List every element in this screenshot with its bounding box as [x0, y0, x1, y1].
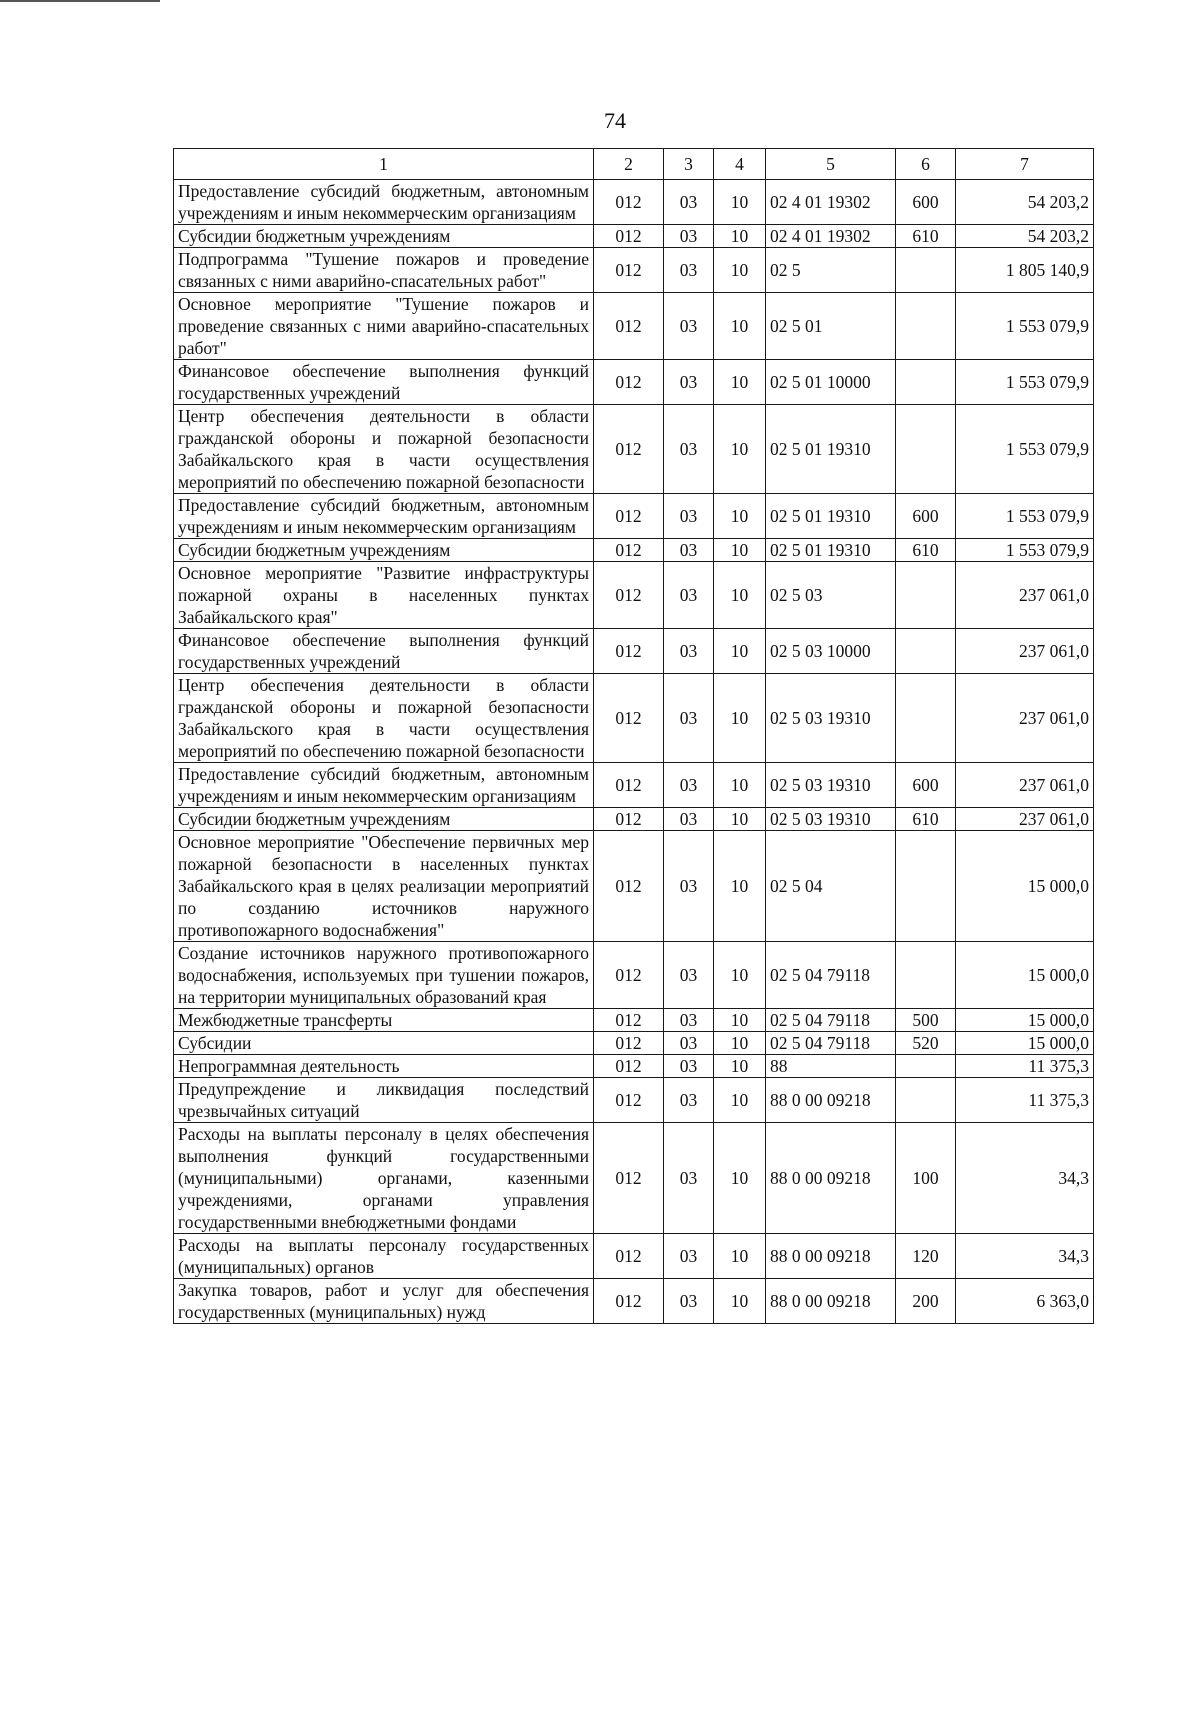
- row-target-article: 02 5 01 10000: [766, 360, 896, 405]
- row-grbs-code: 012: [594, 831, 664, 942]
- row-grbs-code: 012: [594, 1055, 664, 1078]
- row-grbs-code: 012: [594, 1032, 664, 1055]
- row-amount: 237 061,0: [956, 808, 1094, 831]
- header-col-3: 3: [664, 149, 714, 180]
- row-expense-type: [896, 1055, 956, 1078]
- row-section-code: 03: [664, 248, 714, 293]
- row-subsection-code: 10: [714, 405, 766, 494]
- row-section-code: 03: [664, 539, 714, 562]
- row-amount: 237 061,0: [956, 562, 1094, 629]
- row-grbs-code: 012: [594, 1234, 664, 1279]
- row-target-article: 02 5 01 19310: [766, 494, 896, 539]
- row-subsection-code: 10: [714, 225, 766, 248]
- row-expense-type: [896, 562, 956, 629]
- row-section-code: 03: [664, 1032, 714, 1055]
- table-row: [174, 248, 1094, 293]
- row-amount: 1 805 140,9: [956, 248, 1094, 293]
- row-expense-type: [896, 942, 956, 1009]
- row-expense-type: [896, 248, 956, 293]
- row-name: Центр обеспечения деятельности в области гражданской обороны и пожарной безопасности Забайкальского края в части осуществления мероприятий по обеспечению пожарной безопасности: [174, 405, 594, 494]
- row-subsection-code: 10: [714, 1078, 766, 1123]
- row-expense-type: [896, 293, 956, 360]
- table-row: [174, 1234, 1094, 1279]
- row-expense-type: 600: [896, 494, 956, 539]
- row-grbs-code: 012: [594, 674, 664, 763]
- row-target-article: 02 5: [766, 248, 896, 293]
- row-target-article: 02 5 03 19310: [766, 763, 896, 808]
- row-subsection-code: 10: [714, 248, 766, 293]
- row-subsection-code: 10: [714, 831, 766, 942]
- row-expense-type: 610: [896, 539, 956, 562]
- row-subsection-code: 10: [714, 293, 766, 360]
- header-col-7: 7: [956, 149, 1094, 180]
- row-target-article: 02 4 01 19302: [766, 180, 896, 225]
- row-target-article: 88 0 00 09218: [766, 1279, 896, 1324]
- row-target-article: 88 0 00 09218: [766, 1078, 896, 1123]
- row-subsection-code: 10: [714, 1123, 766, 1234]
- row-target-article: 02 4 01 19302: [766, 225, 896, 248]
- row-expense-type: 600: [896, 180, 956, 225]
- row-name: Предупреждение и ликвидация последствий чрезвычайных ситуаций: [174, 1078, 594, 1123]
- row-section-code: 03: [664, 1078, 714, 1123]
- table-row: [174, 831, 1094, 942]
- budget-table: [173, 148, 1094, 1324]
- row-amount: 237 061,0: [956, 674, 1094, 763]
- row-expense-type: 600: [896, 763, 956, 808]
- row-expense-type: [896, 629, 956, 674]
- header-col-6: 6: [896, 149, 956, 180]
- row-target-article: 02 5 04 79118: [766, 942, 896, 1009]
- row-grbs-code: 012: [594, 629, 664, 674]
- row-name: Создание источников наружного противопожарного водоснабжения, используемых при тушении пожаров, на территории муниципальных образований края: [174, 942, 594, 1009]
- row-target-article: 02 5 01 19310: [766, 539, 896, 562]
- row-section-code: 03: [664, 180, 714, 225]
- table-row: [174, 360, 1094, 405]
- row-expense-type: 500: [896, 1009, 956, 1032]
- row-target-article: 02 5 01: [766, 293, 896, 360]
- table-row: [174, 763, 1094, 808]
- row-amount: 15 000,0: [956, 1032, 1094, 1055]
- row-expense-type: 120: [896, 1234, 956, 1279]
- row-amount: 1 553 079,9: [956, 494, 1094, 539]
- table-row: [174, 808, 1094, 831]
- row-name: Основное мероприятие "Развитие инфраструктуры пожарной охраны в населенных пунктах Забайкальского края": [174, 562, 594, 629]
- row-section-code: 03: [664, 674, 714, 763]
- table-row: [174, 942, 1094, 1009]
- row-name: Субсидии бюджетным учреждениям: [174, 539, 594, 562]
- row-section-code: 03: [664, 494, 714, 539]
- row-subsection-code: 10: [714, 763, 766, 808]
- row-grbs-code: 012: [594, 763, 664, 808]
- row-section-code: 03: [664, 562, 714, 629]
- row-section-code: 03: [664, 1279, 714, 1324]
- table-row: [174, 1032, 1094, 1055]
- table-row: [174, 1009, 1094, 1032]
- row-expense-type: 200: [896, 1279, 956, 1324]
- row-section-code: 03: [664, 1123, 714, 1234]
- row-name: Непрограммная деятельность: [174, 1055, 594, 1078]
- table-row: [174, 1078, 1094, 1123]
- row-section-code: 03: [664, 360, 714, 405]
- header-col-4: 4: [714, 149, 766, 180]
- table-row: [174, 405, 1094, 494]
- row-amount: 1 553 079,9: [956, 293, 1094, 360]
- row-grbs-code: 012: [594, 562, 664, 629]
- row-section-code: 03: [664, 808, 714, 831]
- row-expense-type: [896, 360, 956, 405]
- row-section-code: 03: [664, 763, 714, 808]
- row-subsection-code: 10: [714, 1009, 766, 1032]
- row-target-article: 02 5 03: [766, 562, 896, 629]
- row-section-code: 03: [664, 1055, 714, 1078]
- row-target-article: 02 5 01 19310: [766, 405, 896, 494]
- row-subsection-code: 10: [714, 674, 766, 763]
- row-grbs-code: 012: [594, 180, 664, 225]
- row-amount: 1 553 079,9: [956, 405, 1094, 494]
- row-grbs-code: 012: [594, 360, 664, 405]
- row-grbs-code: 012: [594, 1123, 664, 1234]
- row-amount: 6 363,0: [956, 1279, 1094, 1324]
- table-row: [174, 1279, 1094, 1324]
- row-section-code: 03: [664, 1234, 714, 1279]
- row-amount: 237 061,0: [956, 629, 1094, 674]
- row-target-article: 88 0 00 09218: [766, 1234, 896, 1279]
- row-name: Основное мероприятие "Обеспечение первичных мер пожарной безопасности в населенных пунктах Забайкальского края в целях реализации мероприятий по созданию источников наружного противопожарного водоснабжения": [174, 831, 594, 942]
- row-grbs-code: 012: [594, 494, 664, 539]
- row-expense-type: 100: [896, 1123, 956, 1234]
- row-section-code: 03: [664, 831, 714, 942]
- row-section-code: 03: [664, 629, 714, 674]
- row-name: Расходы на выплаты персоналу государственных (муниципальных) органов: [174, 1234, 594, 1279]
- row-grbs-code: 012: [594, 808, 664, 831]
- row-amount: 237 061,0: [956, 763, 1094, 808]
- row-subsection-code: 10: [714, 180, 766, 225]
- header-col-5: 5: [766, 149, 896, 180]
- row-name: Расходы на выплаты персоналу в целях обеспечения выполнения функций государственными (муниципальными) органами, казенными учреждениями, органами управления государственными внебюджетными фондами: [174, 1123, 594, 1234]
- row-name: Финансовое обеспечение выполнения функций государственных учреждений: [174, 360, 594, 405]
- row-subsection-code: 10: [714, 494, 766, 539]
- row-expense-type: [896, 1078, 956, 1123]
- row-subsection-code: 10: [714, 1279, 766, 1324]
- table-row: [174, 539, 1094, 562]
- row-subsection-code: 10: [714, 1032, 766, 1055]
- row-section-code: 03: [664, 405, 714, 494]
- row-expense-type: [896, 674, 956, 763]
- row-expense-type: [896, 831, 956, 942]
- table-header-row: [174, 149, 1094, 180]
- table-body: [174, 180, 1094, 1324]
- row-amount: 54 203,2: [956, 180, 1094, 225]
- row-name: Субсидии: [174, 1032, 594, 1055]
- row-amount: 1 553 079,9: [956, 539, 1094, 562]
- row-grbs-code: 012: [594, 405, 664, 494]
- table-row: [174, 225, 1094, 248]
- table-row: [174, 629, 1094, 674]
- row-grbs-code: 012: [594, 225, 664, 248]
- row-target-article: 88: [766, 1055, 896, 1078]
- row-amount: 54 203,2: [956, 225, 1094, 248]
- row-grbs-code: 012: [594, 1279, 664, 1324]
- header-col-2: 2: [594, 149, 664, 180]
- row-name: Предоставление субсидий бюджетным, автономным учреждениям и иным некоммерческим организациям: [174, 180, 594, 225]
- row-expense-type: 610: [896, 225, 956, 248]
- row-name: Межбюджетные трансферты: [174, 1009, 594, 1032]
- row-amount: 15 000,0: [956, 942, 1094, 1009]
- row-amount: 1 553 079,9: [956, 360, 1094, 405]
- row-expense-type: 610: [896, 808, 956, 831]
- row-section-code: 03: [664, 1009, 714, 1032]
- header-col-1: 1: [174, 149, 594, 180]
- table-row: [174, 674, 1094, 763]
- page-number: 74: [604, 108, 626, 133]
- row-name: Финансовое обеспечение выполнения функций государственных учреждений: [174, 629, 594, 674]
- row-subsection-code: 10: [714, 1055, 766, 1078]
- row-target-article: 02 5 03 10000: [766, 629, 896, 674]
- scan-edge-mark: [0, 0, 160, 2]
- table-row: [174, 180, 1094, 225]
- row-subsection-code: 10: [714, 562, 766, 629]
- row-expense-type: [896, 405, 956, 494]
- row-subsection-code: 10: [714, 629, 766, 674]
- table-row: [174, 1123, 1094, 1234]
- row-target-article: 02 5 04 79118: [766, 1032, 896, 1055]
- row-amount: 15 000,0: [956, 1009, 1094, 1032]
- row-section-code: 03: [664, 293, 714, 360]
- row-target-article: 02 5 03 19310: [766, 808, 896, 831]
- row-name: Субсидии бюджетным учреждениям: [174, 808, 594, 831]
- table-row: [174, 494, 1094, 539]
- row-amount: 34,3: [956, 1123, 1094, 1234]
- row-target-article: 02 5 04 79118: [766, 1009, 896, 1032]
- row-name: Подпрограмма "Тушение пожаров и проведение связанных с ними аварийно-спасательных работ": [174, 248, 594, 293]
- row-name: Закупка товаров, работ и услуг для обеспечения государственных (муниципальных) нужд: [174, 1279, 594, 1324]
- row-section-code: 03: [664, 225, 714, 248]
- row-name: Предоставление субсидий бюджетным, автономным учреждениям и иным некоммерческим организациям: [174, 763, 594, 808]
- row-grbs-code: 012: [594, 293, 664, 360]
- row-name: Предоставление субсидий бюджетным, автономным учреждениям и иным некоммерческим организациям: [174, 494, 594, 539]
- row-name: Основное мероприятие "Тушение пожаров и проведение связанных с ними аварийно-спасательных работ": [174, 293, 594, 360]
- row-grbs-code: 012: [594, 539, 664, 562]
- row-target-article: 02 5 03 19310: [766, 674, 896, 763]
- row-amount: 11 375,3: [956, 1055, 1094, 1078]
- table-row: [174, 293, 1094, 360]
- row-target-article: 02 5 04: [766, 831, 896, 942]
- row-subsection-code: 10: [714, 539, 766, 562]
- row-target-article: 88 0 00 09218: [766, 1123, 896, 1234]
- row-subsection-code: 10: [714, 942, 766, 1009]
- row-expense-type: 520: [896, 1032, 956, 1055]
- row-subsection-code: 10: [714, 808, 766, 831]
- row-name: Центр обеспечения деятельности в области гражданской обороны и пожарной безопасности Забайкальского края в части осуществления мероприятий по обеспечению пожарной безопасности: [174, 674, 594, 763]
- row-grbs-code: 012: [594, 1009, 664, 1032]
- row-subsection-code: 10: [714, 360, 766, 405]
- row-amount: 11 375,3: [956, 1078, 1094, 1123]
- row-grbs-code: 012: [594, 942, 664, 1009]
- row-name: Субсидии бюджетным учреждениям: [174, 225, 594, 248]
- row-amount: 34,3: [956, 1234, 1094, 1279]
- row-subsection-code: 10: [714, 1234, 766, 1279]
- row-grbs-code: 012: [594, 1078, 664, 1123]
- table-row: [174, 1055, 1094, 1078]
- row-section-code: 03: [664, 942, 714, 1009]
- row-grbs-code: 012: [594, 248, 664, 293]
- row-amount: 15 000,0: [956, 831, 1094, 942]
- table-row: [174, 562, 1094, 629]
